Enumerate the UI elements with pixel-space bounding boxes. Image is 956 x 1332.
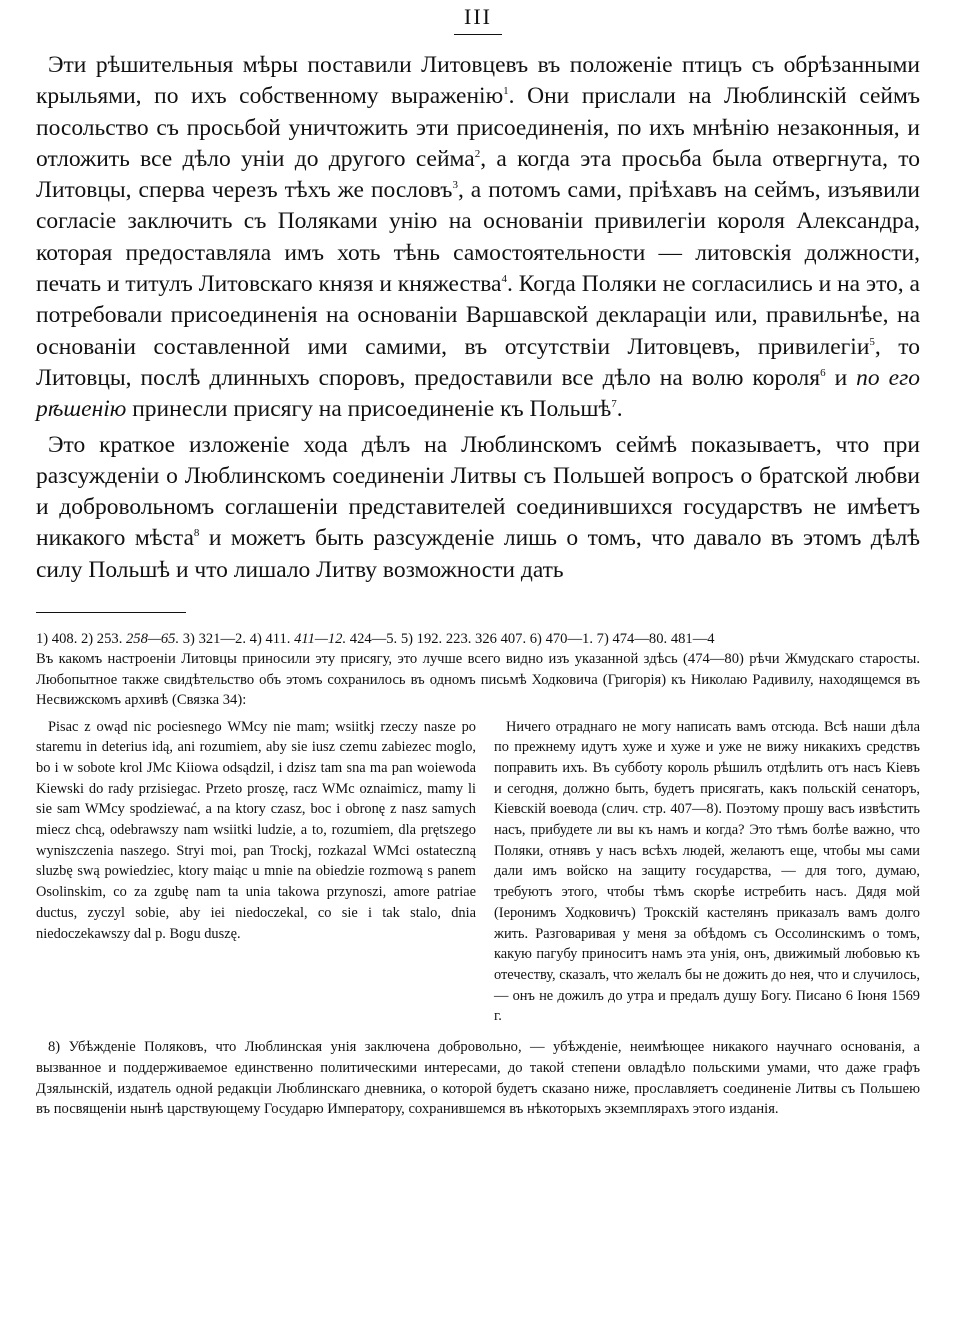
p1-text-6: , то Литовцы, послѣ длинныхъ споровъ, предоставили все дѣло на волю короля [36,333,920,391]
footnote-ref-8: 8 [193,527,200,540]
fn-refs-part-b: 3) 321—2. 4) 411. [179,631,295,648]
footnote-ref-1: 1 [503,85,509,98]
footnote-columns [36,717,920,1028]
p1-text-9: . [616,396,623,423]
footnote-divider [36,612,186,613]
footnote-references [36,629,920,649]
fn-refs-italic-b: 411—12. [294,631,347,648]
p1-text-1: Эти рѣшительныя мѣры поставили Литовцевъ въ положеніе птицъ съ обрѣзанными крыльями, по ихъ собственному выраженію [36,52,920,110]
footnote-ref-6: 6 [820,367,826,380]
p1-text-5: . Когда Поляки не согласились и на это, а потребовали присоединенія на основаніи Варшавской деклараціи или, правильнѣе, на основаніи составленной ими самими, въ отсутствіи Литовцевъ, привилегіи [36,271,920,360]
page-number [36,0,920,32]
paragraph-2 [36,430,920,586]
p1-text-7: и [825,364,857,391]
p2-text-1: Это краткое изложеніе хода дѣлъ на Люблинскомъ сеймѣ показываетъ, что при разсужденіи о Люблинскомъ соединеніи Литвы съ Польшей вопросъ о братской любви и добровольномъ соглашеніи представителей соединившихся государствъ не имѣетъ никакого мѣста [36,431,920,552]
footnote-8: 8) Убѣжденіе Поляковъ, что Люблинская унія заключена добровольно, — убѣжденіе, неимѣющее никакого научнаго основанія, а вызванное и поддерживаемое единственно политическими интересами, до такой степени овладѣло польскими умами, что даже графъ Дзялынскій, издатель одной редакціи Люблинскаго дневника, о которой будетъ сказано ниже, прославляетъ соединеніе Литвы съ Польшею въ посвященіи нынѣ царствующему Государю Императору, сохранившемся въ нѣкоторыхъ экземплярахъ этого изданія. [36,1039,920,1118]
russian-translation-text: Ничего отраднаго не могу написать вамъ отсюда. Всѣ наши дѣла по прежнему идутъ хуже и хуже и уже не вижу никакихъ средствъ поправить ихъ. Въ субботу король рѣшилъ отдѣлить отъ насъ Кіевъ и сегодня, должно быть, будетъ присягать, какъ польскій сенаторъ, Кіевскій воевода (слич. стр. 407—8). Поэтому прошу васъ извѣстить насъ, прибудете ли вы къ намъ и когда? Это тѣмъ болѣе важно, что Поляки, отнявъ у насъ всѣхъ людей, желаютъ еще, чтобы мы сами дали имъ войско на защиту государства, — для того, думаю, требуютъ этого, чтобы тѣмъ скорѣе истребить насъ. Дядя мой (Іеронимъ Ходковичъ) Трокскій кастелянъ приказалъ вамъ долго жить. Разговаривая у меня за обѣдомъ съ Оссолинскимъ о томъ, какую пагубу приноситъ намъ эта унія, онъ, движимый любовью къ отечеству, сказалъ, что желалъ бы не дожить до нея, что и случилось, — онъ не дожилъ до утра и предалъ душу Богу. Писано 6 Іюня 1569 г. [494,718,920,1025]
fn-refs-part-c: 424—5. 5) 192. 223. 326 407. 6) 470—1. 7) 474—80. 481—4 [346,631,715,648]
fn-refs-part-a: 1) 408. 2) 253. [36,631,126,648]
fn-refs-italic-a: 258—65. [126,631,180,648]
main-text [36,50,920,586]
footnote-intro: Въ какомъ настроеніи Литовцы приносили эту присягу, это лучше всего видно изъ указанной здѣсь (474—80) рѣчи Жмудскаго старосты. Любопытное также свидѣтельство объ этомъ сохранилось въ одномъ письмѣ Ходковича (Григорія) къ Николаю Радивилу, находящемся въ Несвижскомъ архивѣ (Связка 34): [36,651,920,709]
footnote-ref-7: 7 [611,398,617,411]
p1-italic-phrase: по его рѣшенію [36,364,920,423]
footnote-ref-3: 3 [452,179,458,192]
p1-text-8: принесли присягу на присоединеніе къ Польшѣ [126,396,612,423]
footnote-ref-2: 2 [474,148,481,161]
footnote-ref-5: 5 [869,335,875,348]
polish-letter-text: Pisac z owąd nic pociesnego WMcy nie mam; wsiitkj rzeczy nasze po staremu in deterius idą, ani rozumiem, aby sie iusz czemu zabiezec moglo, bo i w sobote krol JMc Kiiowa odsądzil, i dzisz tam sna ma pan woiewoda Kiewski do rady przisiegac. Przeto proszę, racz WMc oznaimicz, mamy li sie sam WMcy spodziewać, a na ktory czasz, boc i obronę z nasz samych miecz chcą, odebrawszy nam wsiitki ludzie, a to, rozumiem, dla prętszego wyniszczenia naszego. Stryi moi, pan Trockj, rozkazal WMci ostateczną sluzbę swą powiedziec, ktory maiąc u mnie na obiedzie rozmową s panem Osolinskim, co za zgubę nam ta unia takowa przynoszi, amore patriae ductus, zyczyl sobie, aby iei niedoczekal, co sie i tak stalo, dnia niedoczekawszy dal p. Bogu duszę. [36,718,476,942]
footnote-ref-4: 4 [501,273,507,286]
p1-text-2: . Они прислали на Люблинскій сеймъ посольство съ просьбой уничтожить эти присоединенія, по ихъ мнѣнію незаконныя, и отложить все дѣло уніи до другого сейма [36,83,921,172]
page-number-text: III [454,2,502,35]
paragraph-1 [36,50,920,426]
p1-text-3: , а когда эта просьба была отвергнута, то Литовцы, сперва черезъ тѣхъ же пословъ [36,145,920,204]
p2-text-2: и можетъ быть разсужденіе лишь о томъ, что давало въ этомъ дѣлѣ силу Польшѣ и что лишало Литву возможности дать [36,525,920,583]
p1-text-4: , а потомъ сами, пріѣхавъ на сеймъ, изъявили согласіе заключить съ Поляками унію на основаніи привилегіи короля Александра, которая предоставляла имъ хоть тѣнь самостоятельности — литовскія должности, печать и титулъ Литовскаго князя и княжества [36,177,920,298]
